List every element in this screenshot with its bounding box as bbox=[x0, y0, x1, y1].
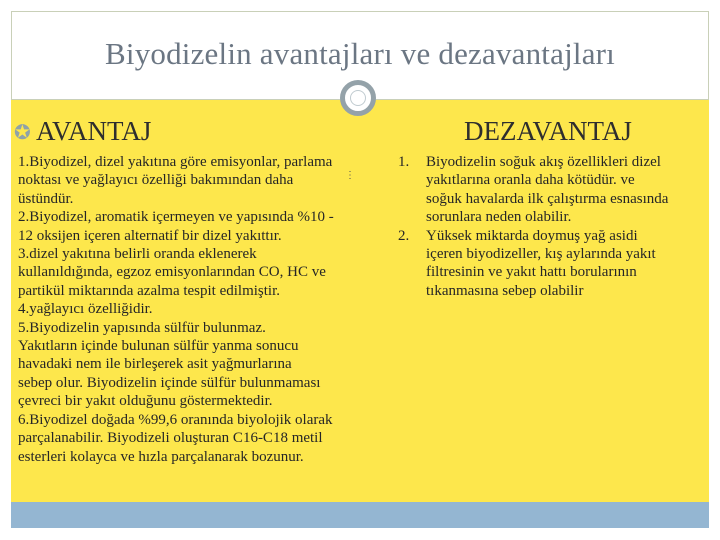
advantage-line: 5.Biyodizelin yapısında sülfür bulunmaz. bbox=[18, 319, 266, 336]
advantage-line: 2.Biyodizel, aromatik içermeyen ve yapısında %10 - bbox=[18, 209, 334, 226]
advantage-line: 1.Biyodizel, dizel yakıtına göre emisyonlar, parlama bbox=[18, 154, 333, 170]
item-line: Biyodizelin soğuk akış özellikleri dizel bbox=[426, 154, 661, 170]
advantage-line: 6.Biyodizel doğada %99,6 oranında biyolojik olarak bbox=[18, 411, 333, 428]
advantage-line: 4.yağlayıcı özelliğidir. bbox=[18, 301, 153, 318]
advantage-text bbox=[18, 153, 396, 466]
footer-bar bbox=[11, 502, 709, 528]
circle-inner-ring bbox=[350, 90, 366, 106]
disadvantage-item bbox=[398, 153, 714, 227]
disadvantage-list bbox=[398, 153, 714, 300]
advantage-line: partikül miktarında azalma tespit edilmiştir. bbox=[18, 282, 281, 299]
item-line: tıkanmasına sebep olabilir bbox=[426, 282, 584, 299]
advantage-line: üstündür. bbox=[18, 190, 74, 207]
advantage-line: Yakıtların içinde bulunan sülfür yanma sonucu bbox=[18, 338, 299, 355]
item-line: sorunlara neden olabilir. bbox=[426, 209, 572, 226]
footer-strip bbox=[11, 528, 709, 540]
advantage-line: esterleri kolayca ve hızla parçalanarak bozunur. bbox=[18, 448, 304, 465]
advantage-line: noktası ve yağlayıcı özelliği bakımından daha bbox=[18, 172, 294, 189]
slide-bullet-icon: ✪ bbox=[14, 122, 31, 144]
item-number: 2. bbox=[398, 227, 410, 244]
item-line: Yüksek miktarda doymuş yağ asidi bbox=[426, 227, 638, 244]
advantage-line: çevreci bir yakıt olduğunu göstermektedir. bbox=[18, 393, 273, 410]
advantage-line: kullanıldığında, egzoz emisyonlarından CO, HC ve bbox=[18, 264, 326, 281]
item-line: filtresinin ve yakıt hattı borularının bbox=[426, 264, 637, 281]
item-line: yakıtlarına oranla daha kötüdür. ve bbox=[426, 172, 635, 189]
advantage-line: havadaki nem ile birleşerek asit yağmurlarına bbox=[18, 356, 292, 373]
advantage-heading: AVANTAJ bbox=[36, 116, 152, 146]
item-text bbox=[426, 153, 714, 227]
circle-ornament-icon bbox=[340, 80, 376, 116]
disadvantage-heading: DEZAVANTAJ bbox=[464, 116, 632, 146]
item-text bbox=[426, 227, 714, 301]
advantage-line: parçalanabilir. Biyodizeli oluşturan C16-C18 metil bbox=[18, 430, 323, 447]
item-line: soğuk havalarda ilk çalıştırma esnasında bbox=[426, 190, 669, 207]
ellipsis-dots: ⋮ bbox=[345, 170, 355, 181]
item-line: içeren biyodizeller, kış aylarında yakıt bbox=[426, 246, 656, 263]
advantage-line: 12 oksijen içeren alternatif bir dizel yakıttır. bbox=[18, 227, 282, 244]
disadvantage-item bbox=[398, 227, 714, 301]
advantage-line: 3.dizel yakıtına belirli oranda eklenerek bbox=[18, 246, 257, 263]
slide-title: Biyodizelin avantajları ve dezavantajları bbox=[105, 36, 615, 71]
advantage-line: sebep olur. Biyodizelin içinde sülfür bulunmaması bbox=[18, 374, 321, 391]
item-number: 1. bbox=[398, 154, 410, 170]
